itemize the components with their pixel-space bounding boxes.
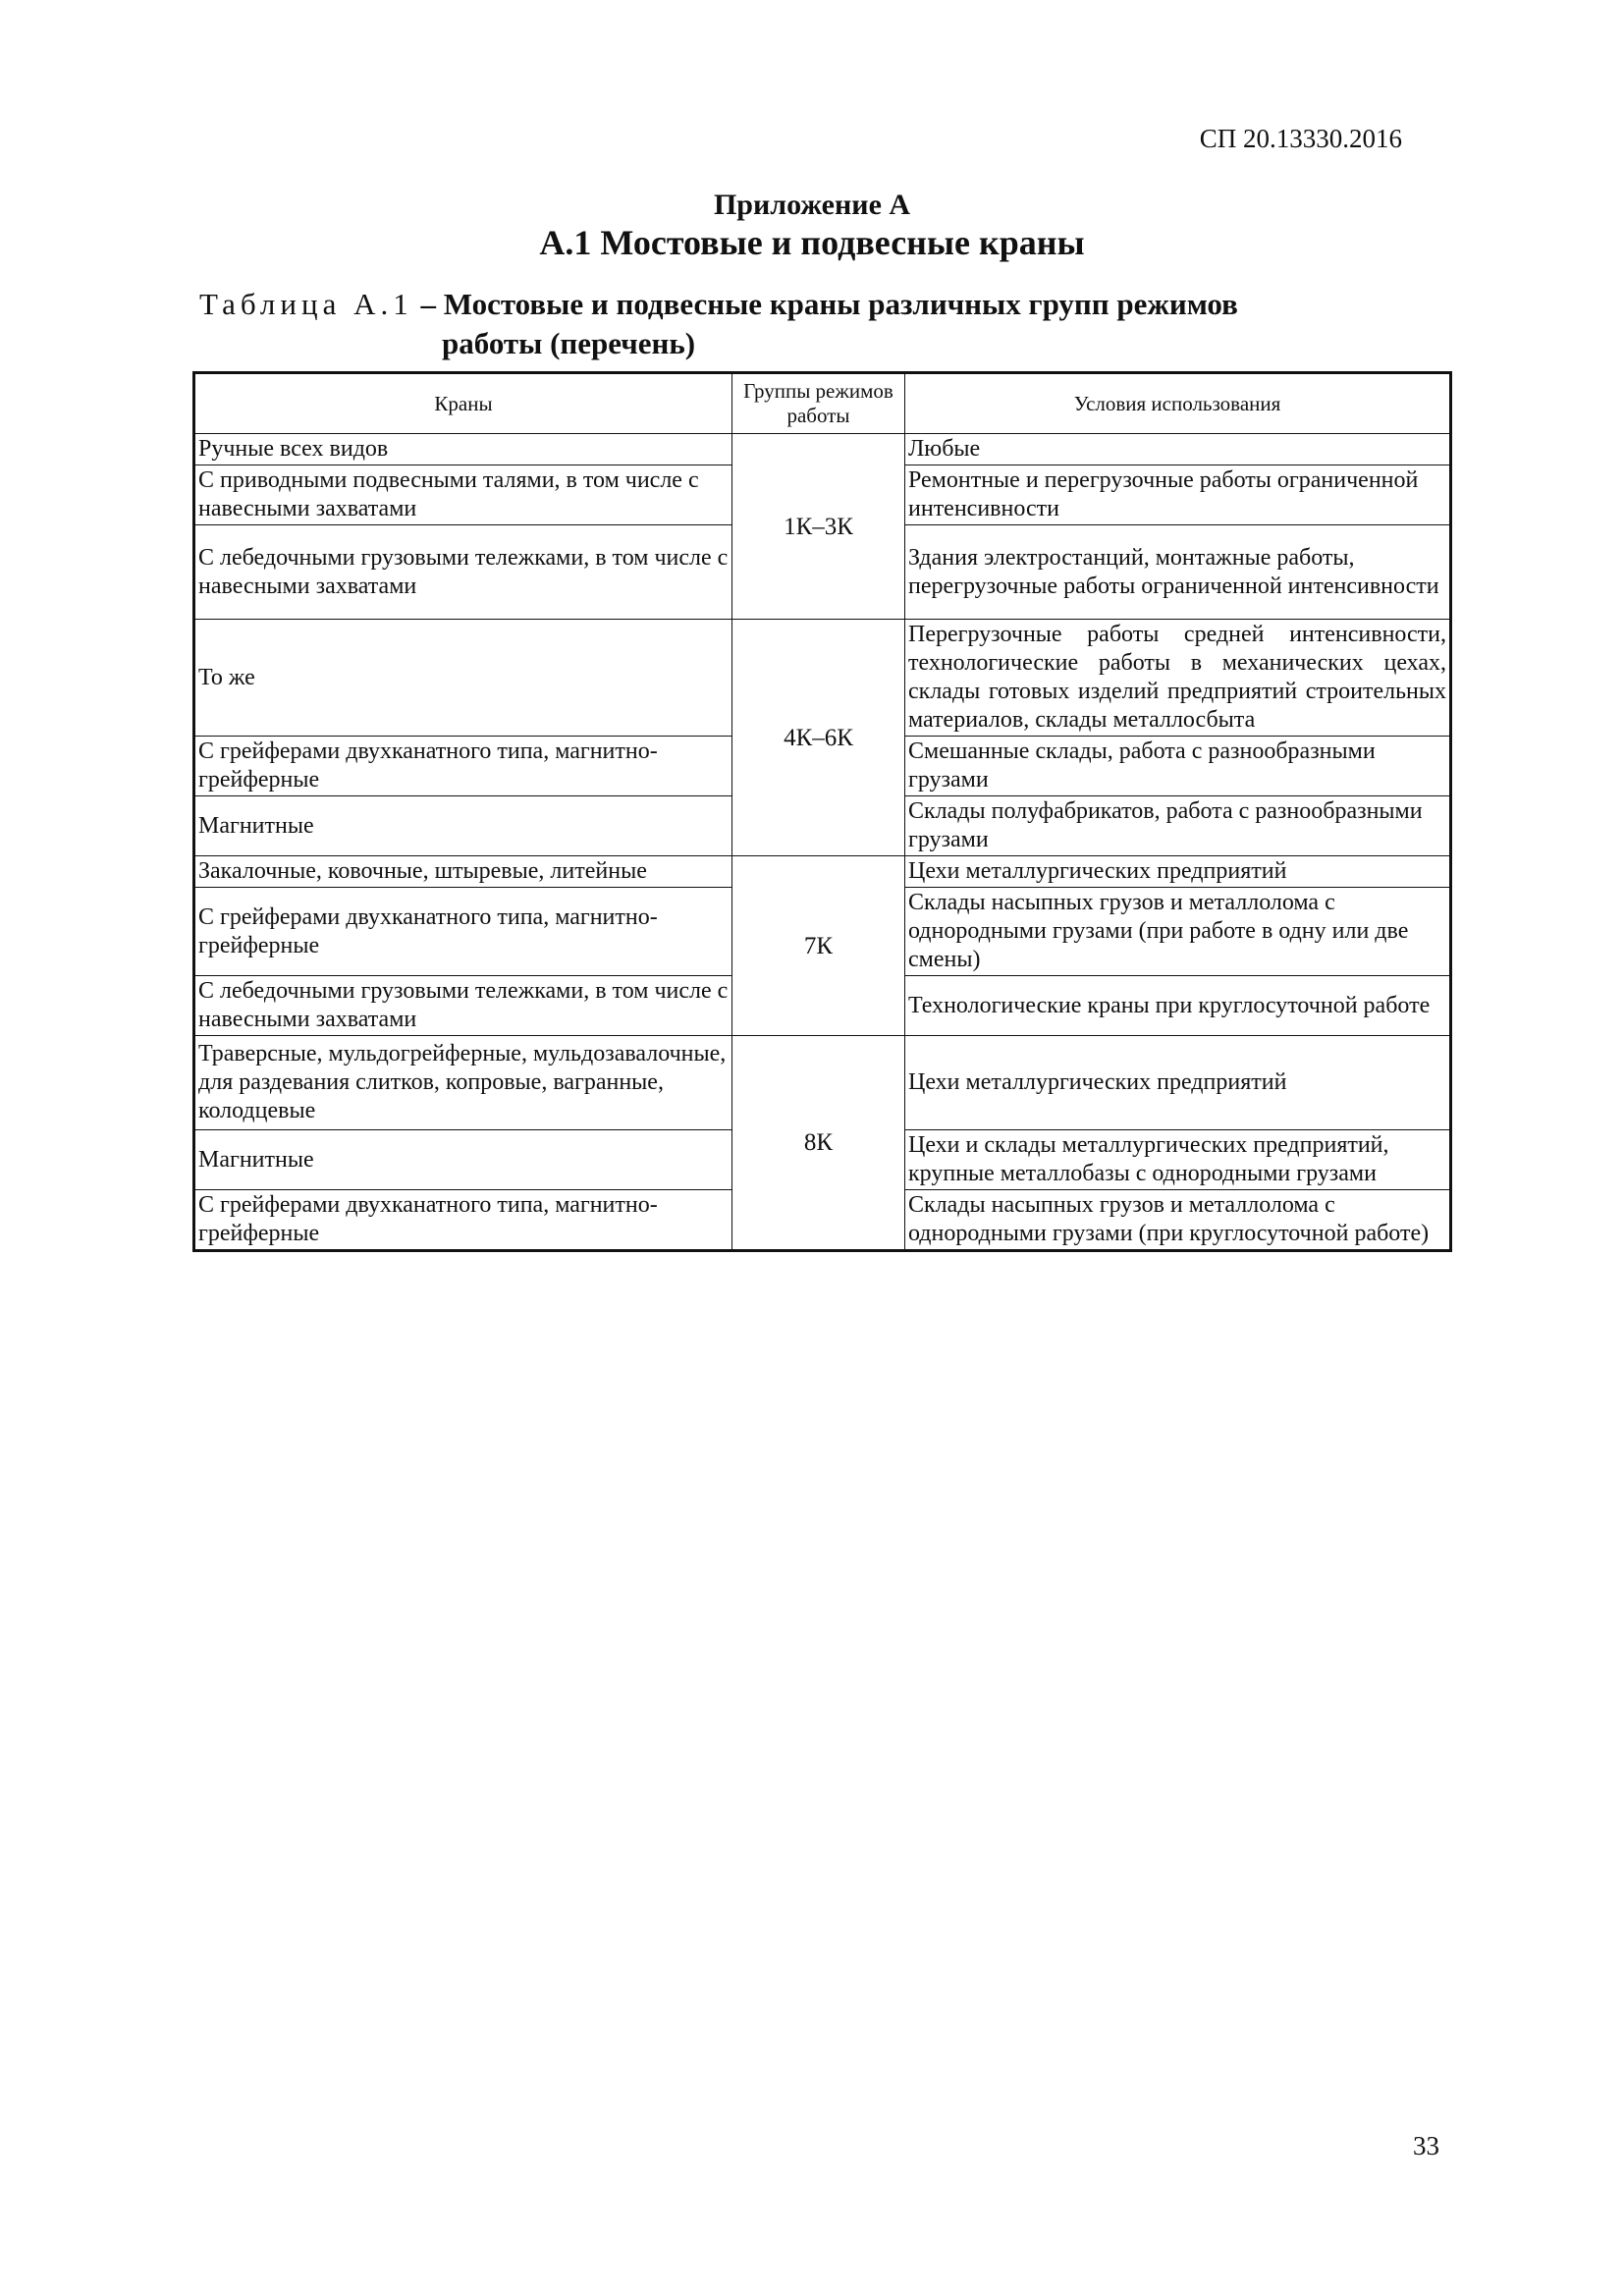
table-caption-label: Таблица А.1 bbox=[199, 287, 413, 321]
condition-cell: Склады насыпных грузов и металлолома с однородными грузами (при работе в одну или две смены) bbox=[905, 888, 1451, 976]
crane-cell: С грейферами двухканатного типа, магнитно-грейферные bbox=[194, 888, 732, 976]
crane-cell: С грейферами двухканатного типа, магнитно-грейферные bbox=[194, 1190, 732, 1251]
condition-cell: Склады насыпных грузов и металлолома с однородными грузами (при круглосуточной работе) bbox=[905, 1190, 1451, 1251]
crane-cell: Закалочные, ковочные, штыревые, литейные bbox=[194, 856, 732, 888]
header-conditions: Условия использования bbox=[905, 373, 1451, 434]
crane-cell: С приводными подвесными талями, в том числе с навесными захватами bbox=[194, 465, 732, 525]
group-cell: 4К–6К bbox=[732, 620, 905, 856]
table-caption-title-line2: работы (перечень) bbox=[442, 326, 696, 360]
condition-cell: Любые bbox=[905, 434, 1451, 465]
crane-cell: Ручные всех видов bbox=[194, 434, 732, 465]
crane-cell: Магнитные bbox=[194, 1130, 732, 1190]
header-groups: Группы режимов работы bbox=[732, 373, 905, 434]
crane-cell: С лебедочными грузовыми тележками, в том числе с навесными захватами bbox=[194, 525, 732, 620]
condition-cell: Цехи и склады металлургических предприятий, крупные металлобазы с однородными грузами bbox=[905, 1130, 1451, 1190]
page-number: 33 bbox=[1413, 2131, 1439, 2160]
condition-cell: Перегрузочные работы средней интенсивности, технологические работы в механических цехах, склады готовых изделий предприятий строительных материалов, склады металлосбыта bbox=[905, 620, 1451, 737]
table-row bbox=[194, 1036, 1451, 1130]
table-caption-title-line1: Мостовые и подвесные краны различных групп режимов bbox=[443, 287, 1238, 321]
condition-cell: Смешанные склады, работа с разнообразными грузами bbox=[905, 737, 1451, 796]
condition-cell: Цехи металлургических предприятий bbox=[905, 856, 1451, 888]
condition-cell: Цехи металлургических предприятий bbox=[905, 1036, 1451, 1130]
crane-cell: Траверсные, мульдогрейферные, мульдозавалочные, для раздевания слитков, копровые, вагранные, колодцевые bbox=[194, 1036, 732, 1130]
table-row bbox=[194, 434, 1451, 465]
crane-cell: С лебедочными грузовыми тележками, в том числе с навесными захватами bbox=[194, 976, 732, 1036]
table-header-row bbox=[194, 373, 1451, 434]
table-caption-dash: – bbox=[412, 287, 444, 321]
crane-cell: Магнитные bbox=[194, 796, 732, 856]
document-code: СП 20.13330.2016 bbox=[1199, 124, 1402, 153]
group-cell: 7К bbox=[732, 856, 905, 1036]
table-row bbox=[194, 856, 1451, 888]
table-row bbox=[194, 620, 1451, 737]
header-cranes: Краны bbox=[194, 373, 732, 434]
crane-cell: С грейферами двухканатного типа, магнитно-грейферные bbox=[194, 737, 732, 796]
cranes-table bbox=[192, 371, 1452, 1252]
table-caption bbox=[199, 285, 1238, 363]
appendix-title: Приложение А bbox=[713, 189, 911, 221]
condition-cell: Технологические краны при круглосуточной работе bbox=[905, 976, 1451, 1036]
section-title: А.1 Мостовые и подвесные краны bbox=[539, 223, 1085, 262]
condition-cell: Здания электростанций, монтажные работы, перегрузочные работы ограниченной интенсивности bbox=[905, 525, 1451, 620]
group-cell: 8К bbox=[732, 1036, 905, 1251]
crane-cell: То же bbox=[194, 620, 732, 737]
condition-cell: Склады полуфабрикатов, работа с разнообразными грузами bbox=[905, 796, 1451, 856]
group-cell: 1К–3К bbox=[732, 434, 905, 620]
condition-cell: Ремонтные и перегрузочные работы ограниченной интенсивности bbox=[905, 465, 1451, 525]
